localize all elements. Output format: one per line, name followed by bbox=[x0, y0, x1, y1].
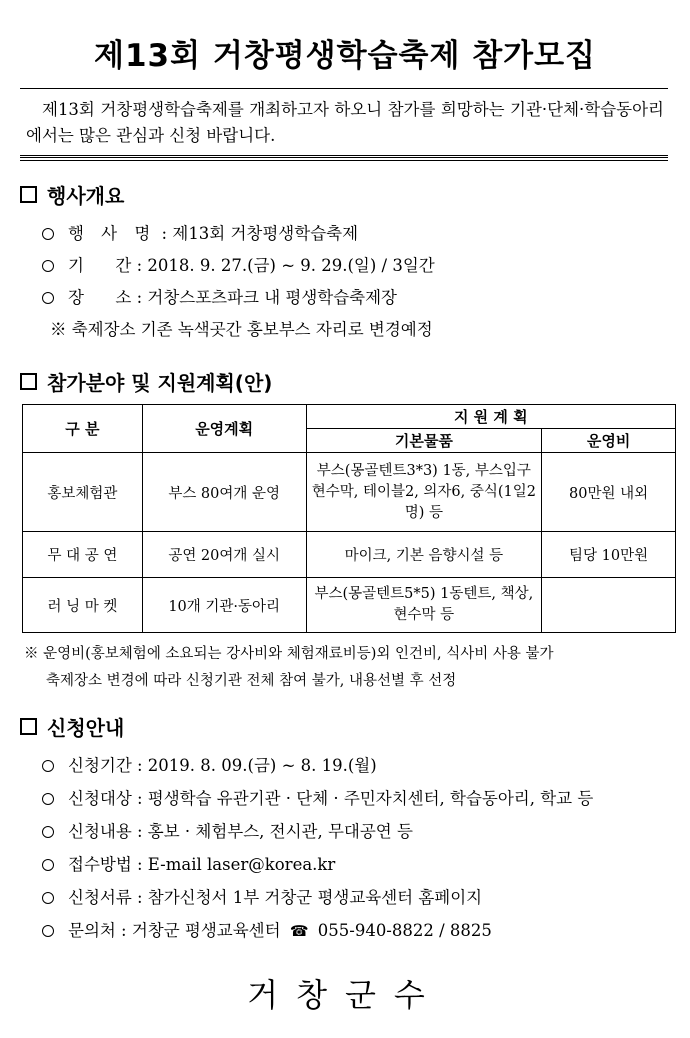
checkbox-square-icon bbox=[20, 718, 37, 735]
circle-bullet-icon bbox=[42, 292, 54, 304]
support-table bbox=[22, 404, 676, 633]
overview-heading-text: 행사개요 bbox=[47, 184, 125, 208]
header-items: 기본물품 bbox=[306, 429, 542, 453]
apply-item bbox=[42, 851, 335, 875]
overview-label: 기 간 bbox=[68, 256, 132, 275]
header-cost: 운영비 bbox=[542, 429, 676, 453]
overview-label: 행 사 명 bbox=[68, 224, 157, 243]
cell-items: 부스(몽골텐트5*5) 1동텐트, 책상, 현수막 등 bbox=[306, 578, 542, 633]
contact-prefix: 문의처 : 거창군 평생교육센터 bbox=[68, 921, 281, 940]
overview-item-place: 장 소 : 거창스포츠파크 내 평생학습축제장 bbox=[42, 284, 397, 308]
apply-item-text: 신청내용 : 홍보 · 체험부스, 전시관, 무대공연 등 bbox=[68, 822, 413, 841]
apply-item-text: 신청대상 : 평생학습 유관기관 · 단체 · 주민자치센터, 학습동아리, 학교 등 bbox=[68, 789, 594, 808]
circle-bullet-icon bbox=[42, 260, 54, 272]
intro-text: 제13회 거창평생학습축제를 개최하고자 하오니 참가를 희망하는 기관·단체·학습동아리에서는 많은 관심과 신청 바랍니다. bbox=[26, 100, 664, 145]
table-row bbox=[23, 578, 676, 633]
apply-item-text: 접수방법 : E-mail laser@korea.kr bbox=[68, 855, 336, 874]
apply-item-text: 신청서류 : 참가신청서 1부 거창군 평생교육센터 홈페이지 bbox=[68, 888, 483, 907]
header-plan: 운영계획 bbox=[142, 405, 306, 453]
section-support-heading bbox=[20, 367, 272, 396]
cell-cost bbox=[542, 578, 676, 633]
cell-items: 마이크, 기본 음향시설 등 bbox=[306, 532, 542, 578]
table-row bbox=[23, 532, 676, 578]
section-apply-heading bbox=[20, 712, 124, 741]
circle-bullet-icon bbox=[42, 925, 54, 937]
checkbox-square-icon bbox=[20, 186, 37, 203]
apply-heading-text: 신청안내 bbox=[47, 716, 125, 740]
circle-bullet-icon bbox=[42, 228, 54, 240]
apply-item bbox=[42, 884, 482, 908]
overview-item-name: 행 사 명 : 제13회 거창평생학습축제 bbox=[42, 220, 358, 244]
overview-value: 제13회 거창평생학습축제 bbox=[172, 224, 359, 243]
cell-cost: 80만원 내외 bbox=[542, 453, 676, 532]
cell-category: 무 대 공 연 bbox=[23, 532, 143, 578]
telephone-icon: ☎ bbox=[289, 922, 309, 940]
cell-cost: 팀당 10만원 bbox=[542, 532, 676, 578]
circle-bullet-icon bbox=[42, 859, 54, 871]
overview-item-period: 기 간 : 2018. 9. 27.(금) ~ 9. 29.(일) / 3일간 bbox=[42, 252, 435, 276]
page-title: 제13회 거창평생학습축제 참가모집 bbox=[94, 38, 596, 74]
cell-category: 러 닝 마 켓 bbox=[23, 578, 143, 633]
overview-note: ※ 축제장소 기존 녹색곳간 홍보부스 자리로 변경예정 bbox=[50, 320, 433, 339]
apply-item bbox=[42, 785, 593, 809]
cell-plan: 부스 80여개 운영 bbox=[142, 453, 306, 532]
cell-category: 홍보체험관 bbox=[23, 453, 143, 532]
support-note-1: ※ 운영비(홍보체험에 소요되는 강사비와 체험재료비등)외 인건비, 식사비 사용 불가 bbox=[24, 646, 554, 662]
signature: 거창군수 bbox=[247, 976, 443, 1014]
apply-item bbox=[42, 818, 413, 842]
circle-bullet-icon bbox=[42, 892, 54, 904]
circle-bullet-icon bbox=[42, 760, 54, 772]
circle-bullet-icon bbox=[42, 793, 54, 805]
checkbox-square-icon bbox=[20, 373, 37, 390]
apply-item-text: 신청기간 : 2019. 8. 09.(금) ~ 8. 19.(월) bbox=[68, 756, 377, 775]
cell-plan: 공연 20여개 실시 bbox=[142, 532, 306, 578]
contact-phone: 055-940-8822 / 8825 bbox=[317, 921, 492, 940]
cell-items: 부스(몽골텐트3*3) 1동, 부스입구현수막, 테이블2, 의자6, 중식(1일2명) 등 bbox=[306, 453, 542, 532]
table-row bbox=[23, 453, 676, 532]
support-heading-text: 참가분야 및 지원계획(안) bbox=[47, 371, 273, 395]
overview-label: 장 소 bbox=[68, 288, 132, 307]
circle-bullet-icon bbox=[42, 826, 54, 838]
apply-contact bbox=[42, 917, 492, 941]
overview-value: 거창스포츠파크 내 평생학습축제장 bbox=[147, 288, 397, 307]
apply-item bbox=[42, 752, 377, 776]
cell-plan: 10개 기관·동아리 bbox=[142, 578, 306, 633]
overview-value: 2018. 9. 27.(금) ~ 9. 29.(일) / 3일간 bbox=[147, 256, 435, 275]
header-category: 구 분 bbox=[23, 405, 143, 453]
section-overview-heading bbox=[20, 180, 124, 209]
support-note-2: 축제장소 변경에 따라 신청기관 전체 참여 불가, 내용선별 후 선정 bbox=[46, 673, 457, 689]
header-support: 지 원 계 획 bbox=[306, 405, 675, 429]
intro-box bbox=[20, 88, 668, 158]
